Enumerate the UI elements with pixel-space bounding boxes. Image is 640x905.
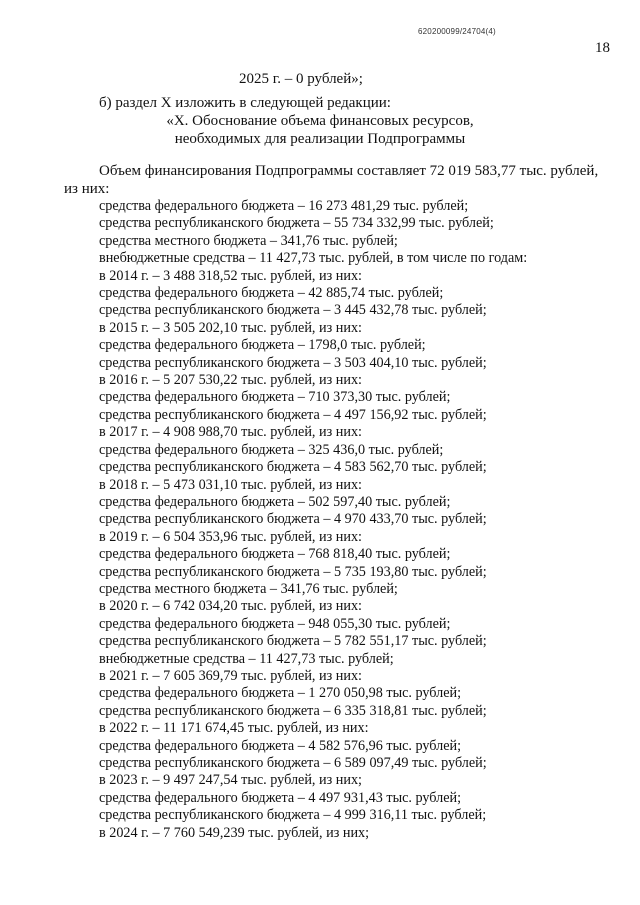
section-title-line-2: необходимых для реализации Подпрограммы	[174, 131, 466, 147]
list-item: средства федерального бюджета – 502 597,40 тыс. рублей;	[99, 493, 451, 510]
list-item: средства республиканского бюджета – 3 503 404,10 тыс. рублей;	[99, 354, 487, 371]
list-item: в 2015 г. – 3 505 202,10 тыс. рублей, из них:	[99, 319, 362, 336]
list-item: средства федерального бюджета – 710 373,30 тыс. рублей;	[99, 389, 451, 406]
list-item: внебюджетные средства – 11 427,73 тыс. рублей, в том числе по годам:	[99, 250, 528, 267]
list-item: средства федерального бюджета – 1798,0 тыс. рублей;	[99, 337, 426, 354]
list-item: в 2023 г. – 9 497 247,54 тыс. рублей, из них;	[99, 772, 362, 789]
list-item: средства республиканского бюджета – 4 497 156,92 тыс. рублей;	[99, 406, 487, 423]
list-item: средства республиканского бюджета – 3 445 432,78 тыс. рублей;	[99, 302, 487, 319]
list-item: средства республиканского бюджета – 5 782 551,17 тыс. рублей;	[99, 633, 487, 650]
list-item: внебюджетные средства – 11 427,73 тыс. рублей;	[99, 650, 394, 667]
document-code: 620200099/24704(4)	[418, 27, 496, 36]
list-item: средства местного бюджета – 341,76 тыс. рублей;	[99, 580, 398, 597]
list-item: средства республиканского бюджета – 55 734 332,99 тыс. рублей;	[99, 215, 494, 232]
list-item: в 2017 г. – 4 908 988,70 тыс. рублей, из них:	[99, 424, 362, 441]
list-item: средства федерального бюджета – 768 818,40 тыс. рублей;	[99, 546, 451, 563]
list-item: средства республиканского бюджета – 4 999 316,11 тыс. рублей;	[99, 807, 487, 824]
paragraph-line-1: Объем финансирования Подпрограммы составляет 72 019 583,77 тыс. рублей,	[99, 163, 599, 179]
section-title-line-1: «X. Обоснование объема финансовых ресурсов,	[166, 113, 474, 129]
list-item: в 2019 г. – 6 504 353,96 тыс. рублей, из них:	[99, 528, 362, 545]
list-item: средства республиканского бюджета – 6 589 097,49 тыс. рублей;	[99, 755, 487, 771]
list-item: средства республиканского бюджета – 4 583 562,70 тыс. рублей;	[99, 459, 487, 476]
paragraph-line-2: из них:	[64, 181, 110, 197]
list-item: средства федерального бюджета – 4 582 576,96 тыс. рублей;	[99, 737, 462, 754]
list-item: в 2018 г. – 5 473 031,10 тыс. рублей, из них:	[99, 476, 362, 493]
list-item: средства местного бюджета – 341,76 тыс. рублей;	[99, 232, 398, 249]
page-number: 18	[595, 40, 610, 56]
list-item: в 2022 г. – 11 171 674,45 тыс. рублей, из них:	[99, 720, 369, 737]
list-item: средства федерального бюджета – 325 436,0 тыс. рублей;	[99, 441, 444, 458]
list-item: средства республиканского бюджета – 4 970 433,70 тыс. рублей;	[99, 511, 487, 528]
list-item: средства федерального бюджета – 1 270 050,98 тыс. рублей;	[99, 685, 462, 702]
list-item: в 2020 г. – 6 742 034,20 тыс. рублей, из них:	[99, 598, 362, 615]
list-item: средства республиканского бюджета – 6 335 318,81 тыс. рублей;	[99, 702, 487, 719]
list-item: в 2021 г. – 7 605 369,79 тыс. рублей, из них:	[99, 667, 362, 684]
list-item: в 2024 г. – 7 760 549,239 тыс. рублей, из них;	[99, 824, 370, 841]
list-item: в 2014 г. – 3 488 318,52 тыс. рублей, из них:	[99, 267, 362, 284]
list-item: средства республиканского бюджета – 5 735 193,80 тыс. рублей;	[99, 563, 487, 580]
intro-line: 2025 г. – 0 рублей»;	[239, 71, 363, 87]
list-item: в 2016 г. – 5 207 530,22 тыс. рублей, из них:	[99, 372, 362, 389]
funding-lines-list	[99, 198, 527, 842]
list-item: средства федерального бюджета – 4 497 931,43 тыс. рублей;	[99, 789, 462, 806]
list-item: средства федерального бюджета – 948 055,30 тыс. рублей;	[99, 615, 451, 632]
list-item: средства федерального бюджета – 42 885,74 тыс. рублей;	[99, 285, 444, 302]
list-item: средства федерального бюджета – 16 273 481,29 тыс. рублей;	[99, 198, 469, 214]
item-b-line: б) раздел X изложить в следующей редакции:	[99, 95, 391, 111]
